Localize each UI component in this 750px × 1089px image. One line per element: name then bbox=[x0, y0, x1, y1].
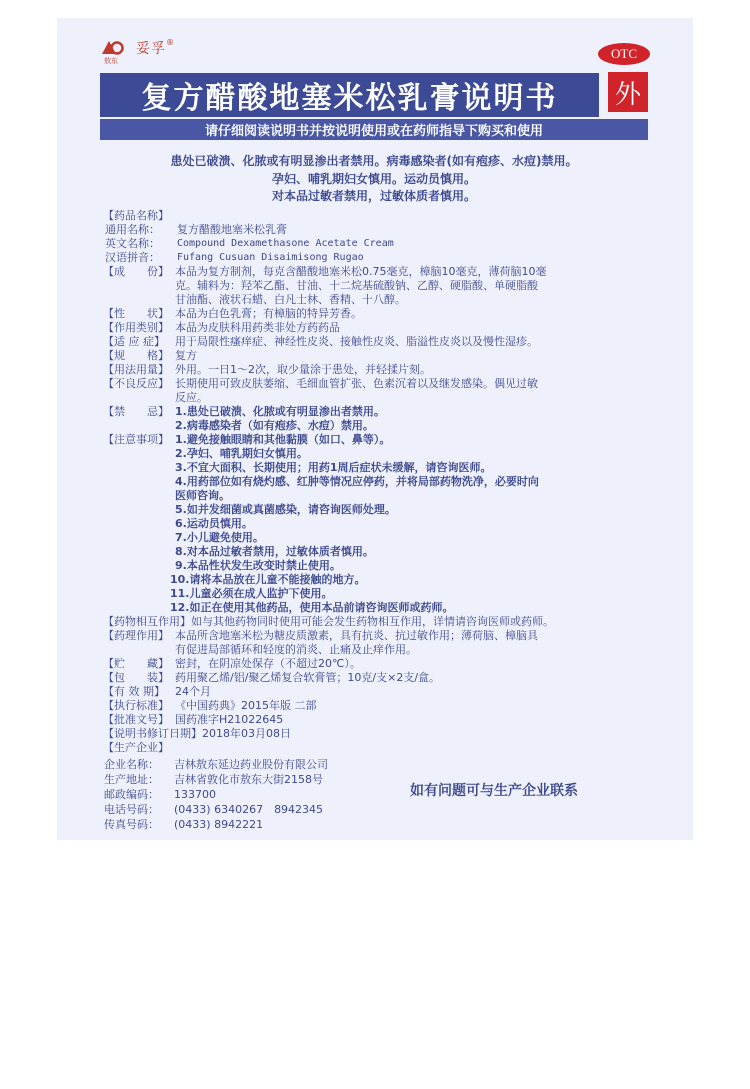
dosage: 【用法用量】 外用。一日1～2次，取少量涂于患处，并轻揉片刻。 bbox=[103, 363, 431, 376]
precaution-item: 3.不宜大面积、长期使用；用药1周后症状未缓解，请咨询医师。 bbox=[175, 461, 492, 474]
precaution-item: 12.如正在使用其他药品，使用本品前请咨询医师或药师。 bbox=[170, 601, 454, 614]
document-title: 复方醋酸地塞米松乳膏说明书 bbox=[100, 73, 599, 117]
instruction-banner: 请仔细阅读说明书并按说明使用或在药师指导下购买和使用 bbox=[100, 119, 648, 140]
standard: 【执行标准】 《中国药典》2015年版 二部 bbox=[103, 699, 317, 712]
precaution-item: 5.如并发细菌或真菌感染，请咨询医师处理。 bbox=[175, 503, 396, 516]
composition-cont: 克。辅料为：羟苯乙酯、甘油、十二烷基硫酸钠、乙醇、硬脂酸、单硬脂酸 bbox=[175, 279, 538, 292]
precautions: 【注意事项】 1.避免接触眼睛和其他黏膜（如口、鼻等）。 bbox=[103, 433, 391, 446]
brand-name: 妥孚® bbox=[136, 38, 175, 57]
contraindications: 【禁 忌】 1.患处已破溃、化脓或有明显渗出者禁用。 bbox=[103, 405, 385, 418]
fax-number: 传真号码： (0433) 8942221 bbox=[104, 818, 264, 831]
storage: 【贮 藏】 密封，在阴凉处保存（不超过20℃）。 bbox=[103, 657, 361, 670]
adverse-cont: 反应。 bbox=[175, 391, 208, 404]
characteristics: 【性 状】 本品为白色乳膏；有樟脑的特异芳香。 bbox=[103, 307, 362, 320]
contra-item: 2.病毒感染者（如有疱疹、水痘）禁用。 bbox=[175, 419, 374, 432]
composition-cont: 甘油酯、液状石蜡、白凡士林、香精、十八醇。 bbox=[175, 293, 406, 306]
drug-name-heading: 【药品名称】 bbox=[103, 209, 169, 222]
phone-number: 电话号码： (0433) 6340267 8942345 bbox=[104, 803, 324, 816]
warning-line: 对本品过敏者禁用，过敏体质者慎用。 bbox=[271, 189, 476, 203]
composition: 【成 份】 本品为复方制剂，每克含醋酸地塞米松0.75毫克，樟脑10毫克，薄荷脑10毫 bbox=[103, 265, 547, 278]
precaution-item: 2.孕妇、哺乳期妇女慎用。 bbox=[175, 447, 308, 460]
pharmacology-cont: 有促进局部循环和轻度的消炎、止痛及止痒作用。 bbox=[175, 643, 417, 656]
aodong-logo-icon bbox=[100, 40, 124, 55]
warning-line: 患处已破溃、化脓或有明显渗出者禁用。病毒感染者(如有疱疹、水痘)禁用。 bbox=[170, 154, 578, 168]
indications: 【适 应 症】 用于局限性瘙痒症、神经性皮炎、接触性皮炎、脂溢性皮炎以及慢性湿疹。 bbox=[103, 335, 538, 348]
adverse-reactions: 【不良反应】 长期使用可致皮肤萎缩、毛细血管扩张、色素沉着以及继发感染。偶见过敏 bbox=[103, 377, 538, 390]
precaution-item: 4.用药部位如有烧灼感、红肿等情况应停药，并将局部药物洗净，必要时向 bbox=[175, 475, 539, 488]
pinyin-name: 汉语拼音： Fufang Cusuan Disaimisong Rugao bbox=[105, 251, 364, 264]
postal-code: 邮政编码： 133700 bbox=[104, 788, 216, 801]
logo-caption: 敖东 bbox=[104, 57, 118, 65]
interactions: 【药物相互作用】如与其他药物同时使用可能会发生药物相互作用，详情请咨询医师或药师。 bbox=[103, 615, 554, 628]
pharmacology: 【药理作用】 本品所含地塞米松为糖皮质激素，具有抗炎、抗过敏作用；薄荷脑、樟脑具 bbox=[103, 629, 538, 642]
precaution-item: 8.对本品过敏者禁用，过敏体质者慎用。 bbox=[175, 545, 374, 558]
manufacturer-heading: 【生产企业】 bbox=[103, 741, 169, 754]
validity: 【有 效 期】 24个月 bbox=[103, 685, 211, 698]
approval-number: 【批准文号】 国药准字H21022645 bbox=[103, 713, 284, 726]
specification: 【规 格】 复方 bbox=[103, 349, 197, 362]
revision-date: 【说明书修订日期】2018年03月08日 bbox=[103, 727, 291, 740]
warning-line: 孕妇、哺乳期妇女慎用。运动员慎用。 bbox=[271, 172, 476, 186]
precaution-item: 9.本品性状发生改变时禁止使用。 bbox=[175, 559, 341, 572]
otc-badge: OTC bbox=[598, 43, 650, 65]
precaution-item: 6.运动员慎用。 bbox=[175, 517, 253, 530]
english-name: 英文名称： Compound Dexamethasone Acetate Cream bbox=[105, 237, 394, 250]
packaging: 【包 装】 药用聚乙烯/铝/聚乙烯复合软膏管；10克/支×2支/盒。 bbox=[103, 671, 441, 684]
precaution-item: 医师咨询。 bbox=[175, 489, 230, 502]
manufacturer-name: 企业名称： 吉林敖东延边药业股份有限公司 bbox=[104, 758, 328, 771]
contact-note: 如有问题可与生产企业联系 bbox=[410, 783, 578, 799]
generic-name: 通用名称： 复方醋酸地塞米松乳膏 bbox=[105, 223, 287, 236]
precaution-item: 10.请将本品放在儿童不能接触的地方。 bbox=[170, 573, 366, 586]
category: 【作用类别】 本品为皮肤科用药类非处方药药品 bbox=[103, 321, 340, 334]
manufacturer-address: 生产地址： 吉林省敦化市敖东大街2158号 bbox=[104, 773, 323, 786]
external-use-badge: 外 bbox=[608, 72, 648, 112]
precaution-item: 7.小儿避免使用。 bbox=[175, 531, 264, 544]
precaution-item: 11.儿童必须在成人监护下使用。 bbox=[170, 587, 333, 600]
